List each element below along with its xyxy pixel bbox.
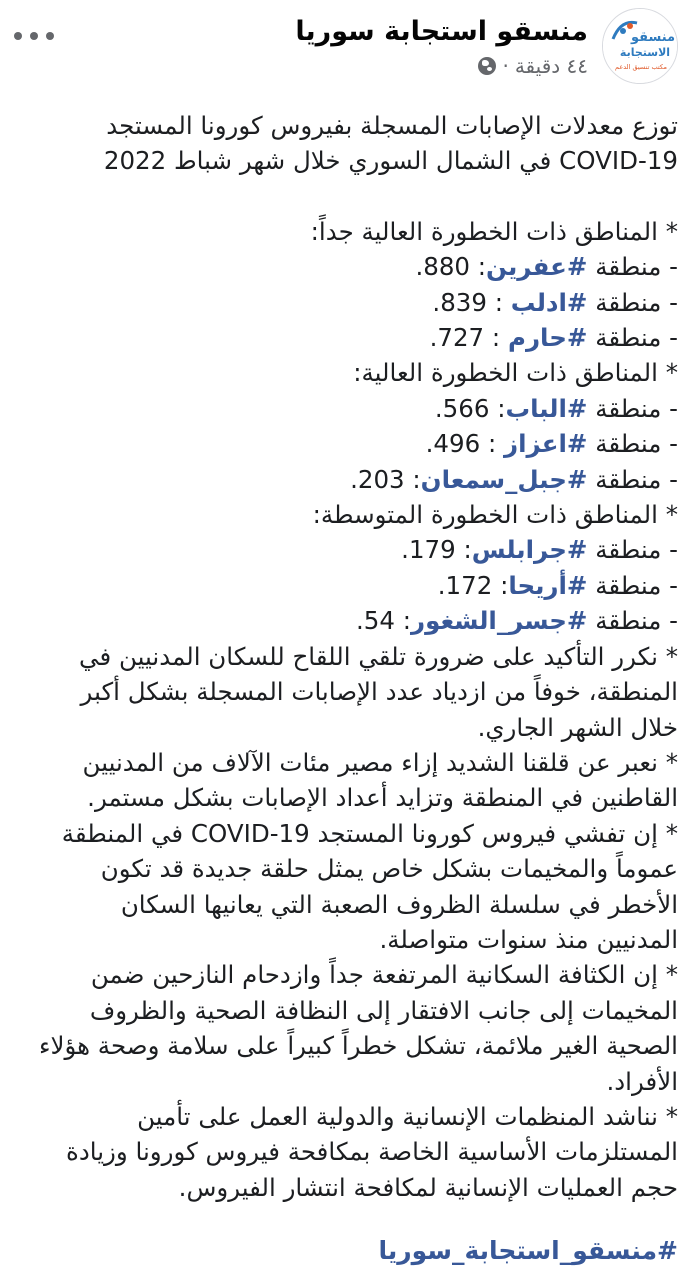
- avatar-logo: [603, 9, 678, 84]
- paragraph-line: المستلزمات الأساسية الخاصة بمكافحة فيروس كورونا وزيادة: [66, 1137, 678, 1167]
- paragraph-line: المدنيين منذ سنوات متواصلة.: [379, 924, 678, 954]
- region-prefix: - منطقة: [587, 252, 678, 282]
- region-line: [10, 426, 678, 461]
- globe-icon[interactable]: [478, 57, 496, 75]
- paragraph-line: حجم العمليات الإنسانية لمكافحة انتشار الفيروس.: [178, 1172, 678, 1202]
- region-hashtag-link[interactable]: #ادلب: [510, 287, 588, 317]
- page-avatar[interactable]: [602, 8, 678, 84]
- region-prefix: - منطقة: [587, 323, 678, 353]
- region-cases: : 54.: [355, 606, 411, 636]
- meta-separator: ·: [502, 54, 509, 78]
- region-prefix: - منطقة: [587, 606, 678, 636]
- more-horizontal-icon: [14, 32, 22, 40]
- region-line: [10, 391, 678, 426]
- more-horizontal-icon-dot: [46, 32, 54, 40]
- region-cases: : 203.: [350, 464, 421, 494]
- risk-group-heading: * المناطق ذات الخطورة العالية:: [353, 358, 678, 388]
- region-line: [10, 603, 678, 638]
- post-meta: [478, 54, 588, 78]
- region-cases: : 839.: [432, 287, 511, 317]
- paragraph-line: الأفراد.: [606, 1066, 678, 1096]
- more-horizontal-icon-dot: [30, 32, 38, 40]
- paragraph-line: خلال الشهر الجاري.: [477, 712, 678, 742]
- region-prefix: - منطقة: [587, 429, 678, 459]
- paragraph-line: * إن الكثافة السكانية المرتفعة جداً وازدحام النازحين ضمن: [90, 960, 678, 990]
- region-cases: : 880.: [415, 252, 487, 282]
- region-hashtag-link[interactable]: #الباب: [505, 393, 588, 423]
- post-title-line: COVID-19 في الشمال السوري خلال شهر شباط 2022: [103, 146, 678, 176]
- post-body: [10, 108, 678, 1205]
- region-cases: : 179.: [401, 535, 472, 565]
- region-cases: : 566.: [434, 393, 506, 423]
- more-options-button[interactable]: [14, 24, 54, 48]
- paragraph-line: * نعبر عن قلقنا الشديد إزاء مصير مئات الآلاف من المدنيين: [82, 747, 678, 777]
- region-hashtag-link[interactable]: #جسر_الشغور: [411, 606, 588, 636]
- region-hashtag-link[interactable]: #اعزاز: [504, 429, 588, 459]
- region-hashtag-link[interactable]: #عفرين: [486, 252, 588, 282]
- region-cases: : 172.: [437, 570, 509, 600]
- paragraph-line: عموماً والمخيمات بشكل خاص يمثل حلقة جديدة قد تكون: [100, 854, 678, 884]
- region-line: [10, 285, 678, 320]
- risk-group-heading: * المناطق ذات الخطورة المتوسطة:: [312, 500, 678, 530]
- region-line: [10, 462, 678, 497]
- paragraph-line: * نناشد المنظمات الإنسانية والدولية العمل على تأمين: [137, 1101, 678, 1131]
- region-cases: : 496.: [425, 429, 505, 459]
- page-name-link[interactable]: منسقو استجابة سوريا: [295, 16, 588, 47]
- region-prefix: - منطقة: [587, 570, 678, 600]
- region-cases: : 727.: [429, 323, 508, 353]
- blank-line: [10, 179, 678, 214]
- paragraph-line: المنطقة، خوفاً من ازدياد عدد الإصابات المسجلة بشكل أكبر: [80, 677, 678, 707]
- region-prefix: - منطقة: [587, 535, 678, 565]
- avatar-logo-line2: الاستجابة: [619, 46, 671, 59]
- region-hashtag-link[interactable]: #جرابلس: [471, 535, 588, 565]
- paragraph-line: الصحية الغير ملائمة، تشكل خطراً كبيراً على سلامة وصحة هؤلاء: [38, 1031, 678, 1061]
- paragraph-line: الأخطر في سلسلة الظروف الصعبة التي يعانيها السكان: [120, 889, 678, 919]
- footer-hashtag-link[interactable]: #منسقو_استجابة_سوريا: [378, 1236, 678, 1265]
- region-hashtag-link[interactable]: #جبل_سمعان: [420, 464, 588, 494]
- region-hashtag-link[interactable]: #حارم: [507, 323, 588, 353]
- region-prefix: - منطقة: [587, 464, 678, 494]
- paragraph-line: * إن تفشي فيروس كورونا المستجد COVID-19 في المنطقة: [61, 818, 678, 848]
- post-title-line: توزع معدلات الإصابات المسجلة بفيروس كورونا المستجد: [106, 111, 678, 140]
- region-prefix: - منطقة: [587, 287, 678, 317]
- region-line: [10, 532, 678, 567]
- region-line: [10, 568, 678, 603]
- paragraph-line: القاطنين في المنطقة وتزايد أعداد الإصابات بشكل مستمر.: [87, 783, 678, 813]
- region-line: [10, 249, 678, 284]
- post-header: [0, 0, 688, 90]
- region-prefix: - منطقة: [587, 393, 678, 423]
- post-timestamp[interactable]: ٤٤ دقيقة: [514, 54, 588, 78]
- region-hashtag-link[interactable]: #أريحا: [508, 570, 588, 600]
- paragraph-line: * نكرر التأكيد على ضرورة تلقي اللقاح للسكان المدنيين في: [79, 641, 678, 671]
- avatar-logo-line3: مكتب تنسيق الدعم: [615, 63, 667, 71]
- paragraph-line: المخيمات إلى جانب الافتقار إلى النظافة الصحية والظروف: [89, 995, 678, 1025]
- region-line: [10, 320, 678, 355]
- avatar-logo-line1: منسقو: [630, 30, 676, 45]
- risk-group-heading: * المناطق ذات الخطورة العالية جداً:: [310, 216, 678, 246]
